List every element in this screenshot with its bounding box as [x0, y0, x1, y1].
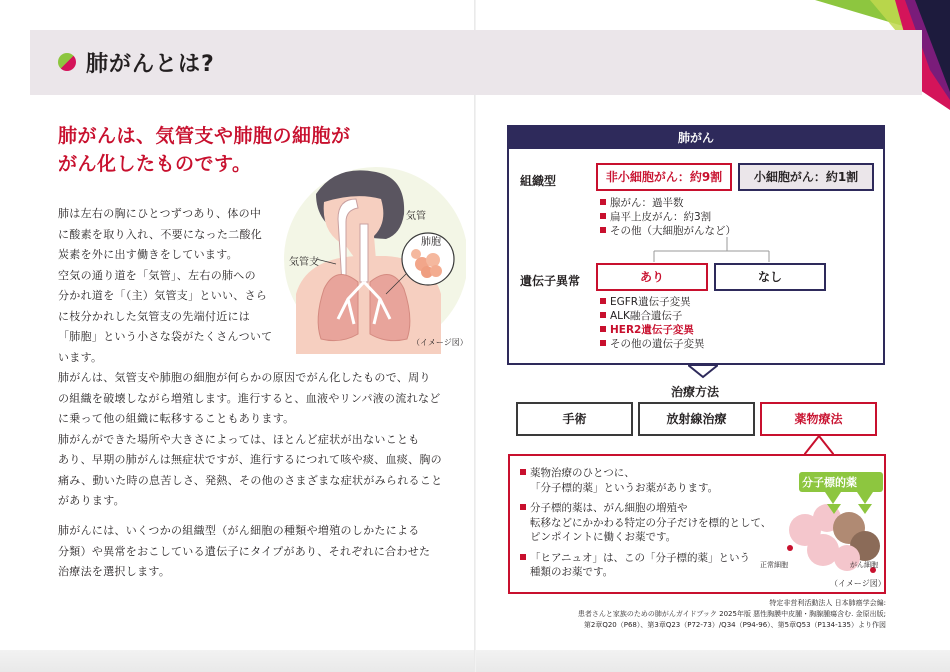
square-bullet-icon [600, 312, 606, 318]
page-title: 肺がんとは? [86, 52, 215, 77]
image-caption: （イメージ図） [830, 579, 886, 588]
square-bullet-icon [520, 469, 526, 475]
sclc-box: 小細胞がん：約1割 [738, 163, 874, 191]
list-item: 薬物治療のひとつに、 「分子標的薬」というお薬があります。 [520, 466, 771, 495]
text-line: 分類）や異常をおこしている遺伝子にタイプがあり、それぞれに合わせた [58, 544, 431, 558]
list-item: 「ヒアニュオ」は、この「分子標的薬」という 種類のお薬です。 [520, 551, 771, 580]
radiation-box: 放射線治療 [638, 402, 755, 436]
text-line: います。 [58, 350, 103, 364]
text-line: 治療法を選択します。 [58, 565, 171, 578]
text-line: 肺は左右の胸にひとつずつあり、体の中 [58, 207, 262, 220]
down-arrow-icon [688, 365, 718, 379]
citation-line: 第2章Q20（P68）、第3章Q23（P72-73）/Q34（P94-96）、第5章Q53（P134-135）より作図 [583, 621, 886, 629]
label-alveoli: 肺胞 [421, 237, 441, 248]
body-paragraph [58, 368, 442, 512]
text-line: 空気の通り道を「気管」、左右の肺への [58, 268, 256, 282]
bullet-dot-icon [58, 53, 76, 71]
surgery-box: 手術 [516, 402, 633, 436]
text-line: 肺がんには、いくつかの組織型（がん細胞の種類や増殖のしかたによる [58, 524, 420, 537]
drug-info-list [520, 466, 771, 586]
genetic-list [600, 295, 705, 351]
drug-therapy-box: 薬物療法 [760, 402, 877, 436]
text-line: あり、早期の肺がんは無症状ですが、進行するにつれて咳や痰、血痰、胸の [58, 453, 442, 466]
cancer-cell-label: がん細胞 [850, 561, 878, 569]
label-trachea: 気管 [406, 211, 426, 222]
page-spine [474, 0, 476, 672]
normal-cell-label: 正常細胞 [760, 561, 788, 569]
list-item: 腺がん：過半数 [600, 196, 736, 210]
list-item: 扁平上皮がん：約3割 [600, 210, 736, 224]
text-line: 分かれ道を「（主）気管支」といい、さら [58, 289, 268, 302]
chart-title: 肺がん [509, 127, 883, 149]
genetic-label: 遺伝子異常 [520, 274, 581, 288]
image-caption: （イメージ図） [412, 338, 468, 347]
list-item: EGFR遺伝子変異 [600, 295, 705, 309]
square-bullet-icon [600, 340, 606, 346]
square-bullet-icon [600, 326, 606, 332]
square-bullet-icon [520, 504, 526, 510]
list-item: その他の遺伝子変異 [600, 337, 705, 351]
text-line: 「肺胞」という小さな袋がたくさんついて [58, 330, 273, 343]
citation-line: 特定非営利活動法人 日本肺癌学会編: [769, 599, 886, 607]
text-line: 炭素を外に出す働きをしています。 [58, 248, 238, 261]
drug-info-box [508, 454, 886, 594]
target-drug-label: 分子標的薬 [802, 476, 857, 489]
drug-pointer [804, 436, 834, 456]
classification-chart [507, 125, 885, 365]
text-line: 痛み、動いた時の息苦しさ、発熱、その他のさまざまな症状がみられること [58, 473, 443, 487]
source-citation [578, 598, 886, 631]
text-line: があります。 [58, 494, 125, 507]
list-item: ALK融合遺伝子 [600, 309, 705, 323]
square-bullet-icon [520, 554, 526, 560]
text-line: に乗って他の組織に転移することもあります。 [58, 412, 295, 425]
lead-line: がん化したものです。 [58, 153, 252, 175]
list-item: 分子標的薬は、がん細胞の増殖や 転移などにかかわる特定の分子だけを標的として、 ピンポイントに働くお薬です。 [520, 501, 771, 545]
text-line: に枝分かれした気管支の先端付近には [58, 309, 251, 323]
body-paragraph [58, 521, 430, 583]
text-line: に酸素を取り入れ、不要になった二酸化 [58, 227, 263, 241]
nsclc-box: 非小細胞がん：約9割 [596, 163, 732, 191]
text-line: 肺がんは、気管支や肺胞の細胞が何らかの原因でがん化したもので、周り [58, 371, 431, 384]
lead-line: 肺がんは、気管支や肺胞の細胞が [58, 125, 351, 147]
genetic-yes-box: あり [596, 263, 708, 291]
intro-paragraph [58, 204, 272, 368]
treatment-label: 治療方法 [671, 385, 720, 399]
histology-label: 組織型 [520, 174, 557, 188]
text-line: の組織を破壊しながら増殖します。進行すると、血液やリンパ液の流れなど [58, 391, 441, 405]
label-bronchus: 気管支 [289, 257, 319, 268]
square-bullet-icon [600, 298, 606, 304]
list-item: その他（大細胞がんなど） [600, 224, 736, 238]
citation-line: 患者さんと家族のための肺がんガイドブック 2025年版 悪性胸膜中皮腫・胸腺腫瘍含む. 金原出版; [577, 610, 886, 618]
list-item: HER2遺伝子変異 [600, 323, 705, 337]
section-header [30, 30, 922, 95]
genetic-no-box: なし [714, 263, 826, 291]
text-line: 肺がんができた場所や大きさによっては、ほとんど症状が出ないことも [58, 432, 420, 446]
